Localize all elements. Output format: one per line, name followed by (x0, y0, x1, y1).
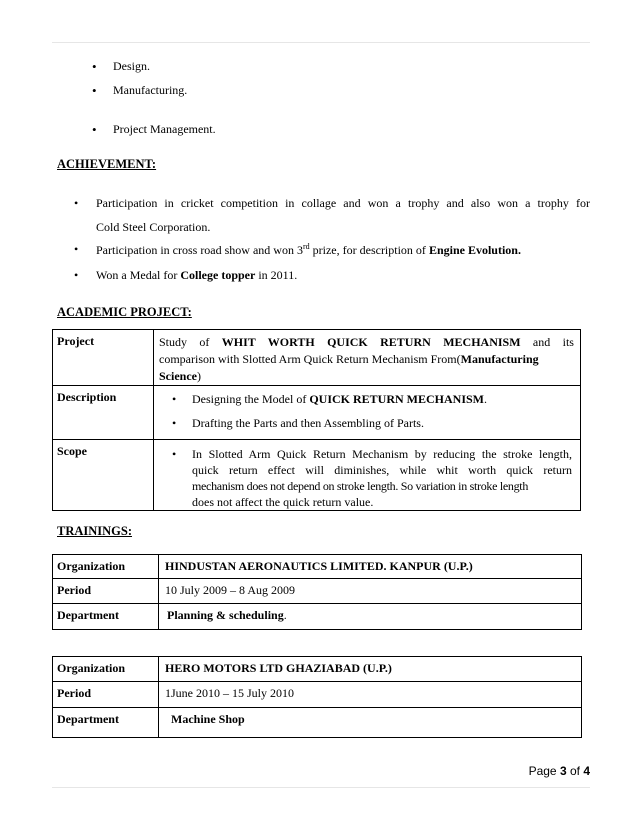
table-row (53, 682, 582, 708)
superscript: rd (302, 242, 310, 251)
total-pages: 4 (583, 764, 590, 778)
of-word: of (566, 764, 584, 778)
academic-project-heading: ACADEMIC PROJECT: (57, 305, 192, 319)
achievement-item-3-text-post: in 2011. (255, 268, 298, 282)
organization-value: HINDUSTAN AERONAUTICS LIMITED. KANPUR (U.P.) (159, 555, 582, 579)
footer-rule (52, 787, 590, 788)
achievement-item-1-line2: Cold Steel Corporation. (96, 220, 211, 234)
table-row (53, 330, 581, 386)
department-suffix: . (283, 608, 287, 622)
department-cell (159, 604, 582, 630)
period-label: Period (53, 579, 159, 604)
period-value: 1June 2010 – 15 July 2010 (159, 682, 582, 708)
page-word: Page (528, 764, 560, 778)
scope-value: • In Slotted Arm Quick Return Mechanism by reducing the stroke length, quick return effect will diminishes, while whit worth quick return mechanism does not depend on stroke length. So variation in stroke length does not affect the quick return value. (154, 440, 581, 511)
skill-item: Manufacturing. (113, 83, 188, 97)
organization-value: HERO MOTORS LTD GHAZIABAD (U.P.) (159, 657, 582, 682)
skill-item: Project Management. (113, 122, 216, 136)
training-table-1 (52, 554, 582, 630)
academic-project-table (52, 329, 581, 511)
achievement-item-1-line1: Participation in cricket competition in collage and won a trophy and also won a trophy for (96, 196, 590, 210)
description-label: Description (53, 386, 154, 440)
achievement-item-2-text: Participation in cross road show and won 3 (96, 243, 303, 257)
achievement-item-3-text: Won a Medal for (96, 268, 181, 282)
header-rule (52, 42, 590, 43)
current-page: 3 (559, 764, 567, 778)
achievement-heading: ACHIEVEMENT: (57, 157, 157, 171)
project-value: Study of WHIT WORTH QUICK RETURN MECHANISM and its comparison with Slotted Arm Quick Return Mechanism From(Manufacturing Science) (154, 330, 581, 386)
organization-label: Organization (53, 555, 159, 579)
description-value: • Designing the Model of QUICK RETURN MECHANISM. • Drafting the Parts and then Assembling of Parts. (154, 386, 581, 440)
trainings-heading: TRAININGS: (57, 524, 133, 538)
engine-evolution-text: Engine Evolution. (428, 243, 521, 257)
table-row (53, 708, 582, 738)
page-number (529, 764, 590, 778)
table-row (53, 386, 581, 440)
table-row (53, 579, 582, 604)
organization-label: Organization (53, 657, 159, 682)
period-label: Period (53, 682, 159, 708)
department-label: Department (53, 708, 159, 738)
table-row (53, 440, 581, 511)
department-label: Department (53, 604, 159, 630)
table-row (53, 657, 582, 682)
period-value: 10 July 2009 – 8 Aug 2009 (159, 579, 582, 604)
college-topper-text: College topper (180, 268, 256, 282)
table-row (53, 604, 582, 630)
department-value: Planning & scheduling (167, 608, 284, 622)
project-label: Project (53, 330, 154, 386)
table-row (53, 555, 582, 579)
achievement-item-2-text-mid: prize, for description of (309, 243, 429, 257)
training-table-2 (52, 656, 582, 738)
skill-item: Design. (113, 59, 150, 73)
scope-label: Scope (53, 440, 154, 511)
department-cell (159, 708, 582, 738)
mechanism-title: WHIT WORTH QUICK RETURN MECHANISM (221, 335, 521, 349)
department-value: Machine Shop (171, 712, 245, 726)
